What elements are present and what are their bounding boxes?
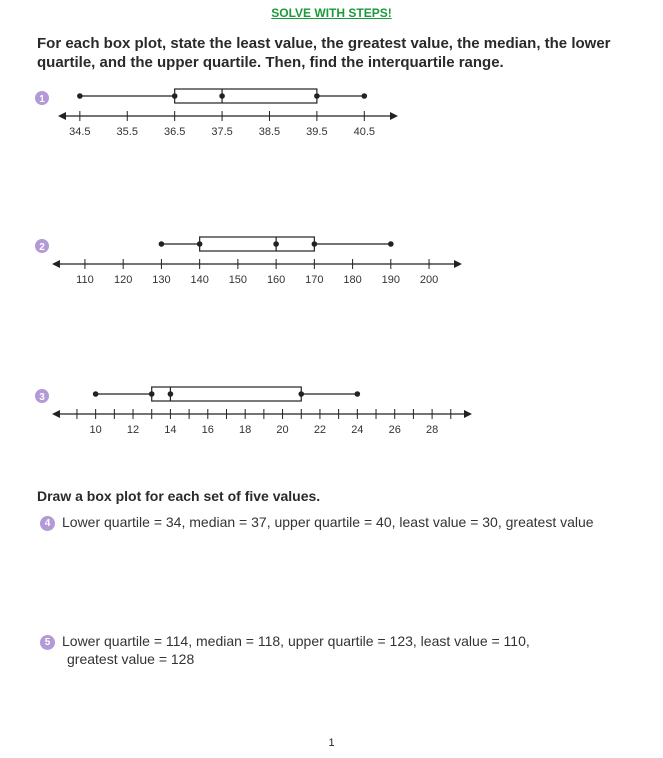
tick-label: 14 (164, 424, 177, 436)
tick-label: 38.5 (258, 126, 281, 138)
least-value-point (93, 391, 99, 397)
tick-label: 190 (381, 274, 401, 286)
tick-label: 200 (419, 274, 439, 286)
right-arrow-icon (464, 410, 472, 418)
right-arrow-icon (454, 260, 462, 268)
number-badge-label: 1 (39, 94, 45, 105)
tick-label: 37.5 (211, 126, 233, 138)
greatest-value-point (388, 241, 394, 247)
least-value-point (159, 241, 165, 247)
tick-label: 160 (266, 274, 286, 286)
upper-quartile-point (314, 93, 320, 99)
tick-label: 34.5 (69, 126, 91, 138)
tick-label: 39.5 (306, 126, 328, 138)
median-point (219, 93, 225, 99)
tick-label: 20 (276, 424, 289, 436)
exercise-5 (40, 632, 640, 668)
page-number: 1 (328, 737, 335, 749)
upper-quartile-point (312, 241, 318, 247)
quartile-box (200, 237, 315, 251)
exercise-5-line-2: greatest value = 128 (67, 651, 195, 667)
tick-label: 16 (201, 424, 214, 436)
page-header: SOLVE WITH STEPS! (271, 6, 392, 20)
instructions-text: For each box plot, state the least value, the greatest value, the median, the lower quartile, and the upper quartile. Then, find the interquartile range. (37, 35, 611, 71)
tick-label: 180 (343, 274, 362, 286)
tick-label: 24 (351, 424, 364, 436)
exercise-4 (40, 513, 640, 531)
box-plot-2 (0, 228, 663, 298)
right-arrow-icon (390, 112, 398, 120)
quartile-box (175, 89, 317, 103)
median-point (273, 241, 279, 247)
lower-quartile-point (149, 391, 155, 397)
quartile-box (152, 387, 302, 401)
lower-quartile-point (172, 93, 178, 99)
box-plot-1 (0, 80, 663, 150)
tick-label: 28 (425, 424, 439, 436)
greatest-value-point (361, 93, 367, 99)
tick-label: 170 (305, 274, 324, 286)
left-arrow-icon (52, 260, 60, 268)
left-arrow-icon (52, 410, 60, 418)
tick-label: 36.5 (163, 126, 186, 138)
section-title: Draw a box plot for each set of five values. (37, 488, 321, 504)
tick-label: 10 (89, 424, 102, 436)
tick-label: 12 (126, 424, 140, 436)
tick-label: 35.5 (116, 126, 138, 138)
tick-label: 150 (228, 274, 248, 286)
exercise-badge: 4 (40, 516, 55, 531)
least-value-point (77, 93, 83, 99)
tick-label: 140 (190, 274, 209, 286)
exercise-5-line-1: Lower quartile = 114, median = 118, upper quartile = 123, least value = 110, (62, 633, 530, 649)
exercise-badge: 5 (40, 635, 55, 650)
left-arrow-icon (58, 112, 66, 120)
tick-label: 18 (239, 424, 252, 436)
box-plot-3 (0, 378, 663, 448)
number-badge-label: 2 (39, 242, 45, 253)
median-point (168, 391, 174, 397)
exercise-4-text: Lower quartile = 34, median = 37, upper quartile = 40, least value = 30, greatest value (62, 514, 594, 530)
tick-label: 22 (313, 424, 327, 436)
tick-label: 110 (76, 274, 94, 286)
tick-label: 26 (388, 424, 401, 436)
tick-label: 40.5 (353, 126, 376, 138)
number-badge-label: 3 (39, 392, 45, 403)
tick-label: 120 (113, 274, 133, 286)
lower-quartile-point (197, 241, 203, 247)
greatest-value-point (355, 391, 361, 397)
tick-label: 130 (152, 274, 171, 286)
upper-quartile-point (298, 391, 304, 397)
